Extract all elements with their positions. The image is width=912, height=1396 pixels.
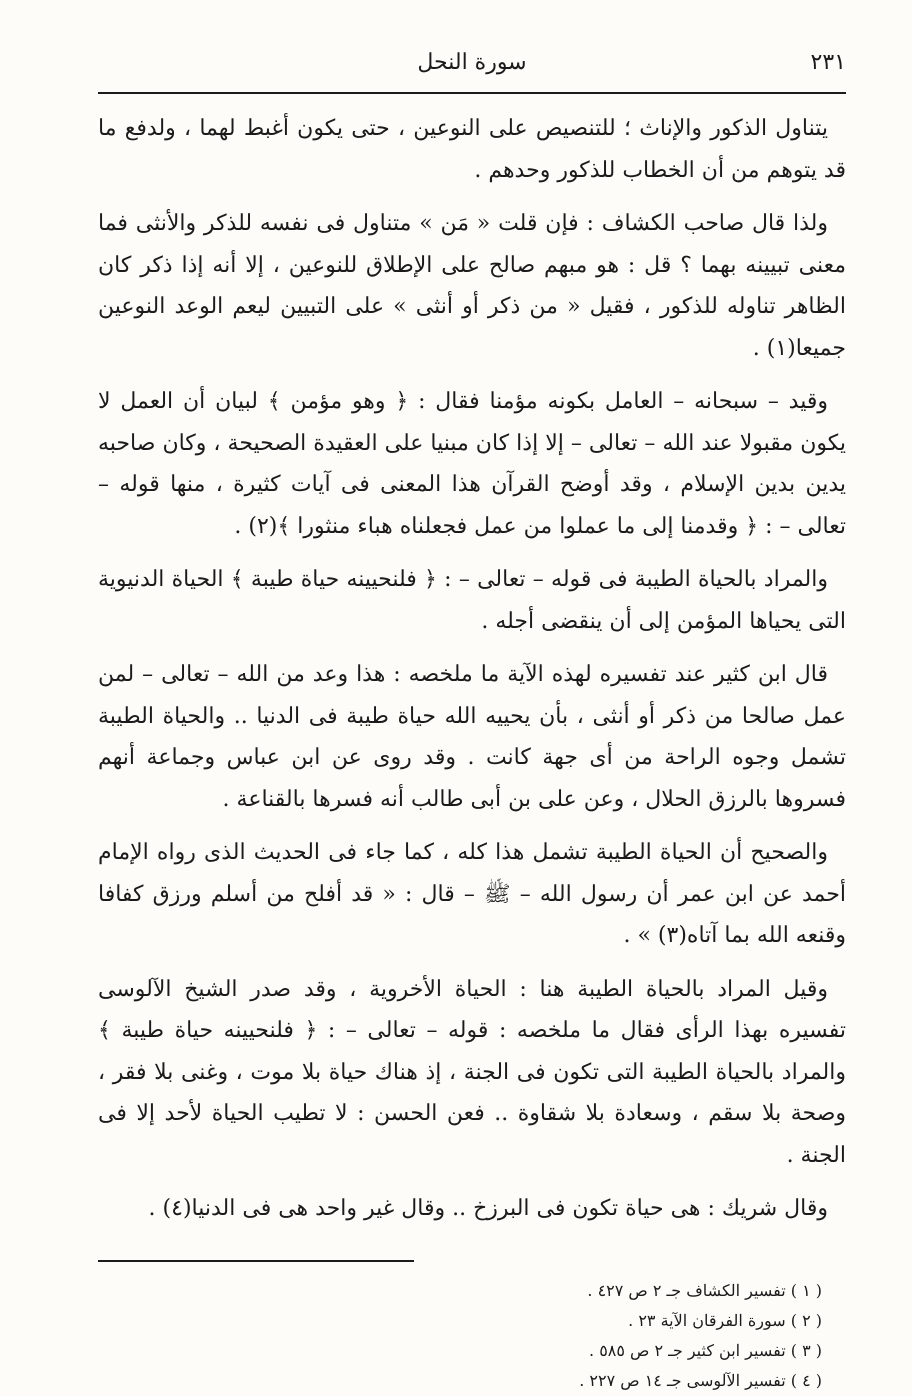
page-number: ٢٣١ xyxy=(810,50,846,75)
footnotes xyxy=(98,1276,822,1396)
paragraph: والمراد بالحياة الطيبة فى قوله – تعالى – : ﴿ فلنحيينه حياة طيبة ﴾ الحياة الدنيوية التى يحياها المؤمن إلى أن ينقضى أجله . xyxy=(98,567,846,634)
paragraph: والصحيح أن الحياة الطيبة تشمل هذا كله ، كما جاء فى الحديث الذى رواه الإمام أحمد عن ابن عمر أن رسول الله – ﷺ – قال : « قد أفلح من أسلم ورزق كفافا وقنعه الله بما آتاه(٣) » . xyxy=(98,840,846,948)
paragraph: وقيل المراد بالحياة الطيبة هنا : الحياة الأخروية ، وقد صدر الشيخ الآلوسى تفسيره بهذا الرأى فقال ما ملخصه : قوله – تعالى – : ﴿ فلنحيينه حياة طيبة ﴾ والمراد بالحياة الطيبة التى تكون فى الجنة ، إذ هناك حياة بلا موت ، وغنى بلا فقر ، وصحة بلا سقم ، وسعادة بلا شقاوة .. فعن الحسن : لا تطيب الحياة لأحد إلا فى الجنة . xyxy=(98,976,846,1168)
footnote-item: ( ٣ ) تفسير ابن كثير جـ ٢ ص ٥٨٥ . xyxy=(589,1340,822,1360)
paragraph: ولذا قال صاحب الكشاف : فإن قلت « مَن » متناول فى نفسه للذكر والأنثى فما معنى تبيينه بهما ؟ قل : هو مبهم صالح على الإطلاق للنوعين ، إلا أنه إذا ذكر كان الظاهر تناوله للذكور ، فقيل « من ذكر أو أنثى » على التبيين ليعم الوعد النوعين جميعا(١) . xyxy=(98,211,846,361)
page-header xyxy=(98,44,846,86)
footnote-item: ( ٤ ) تفسير الآلوسى جـ ١٤ ص ٢٢٧ . xyxy=(579,1370,822,1390)
paragraph: يتناول الذكور والإناث ؛ للتنصيص على النوعين ، حتى يكون أغبط لهما ، ولدفع ما قد يتوهم من أن الخطاب للذكور وحدهم . xyxy=(98,116,846,183)
footnote-item: ( ٢ ) سورة الفرقان الآية ٢٣ . xyxy=(628,1310,822,1330)
paragraph: قال ابن كثير عند تفسيره لهذه الآية ما ملخصه : هذا وعد من الله – تعالى – لمن عمل صالحا من ذكر أو أنثى ، بأن يحييه الله حياة طيبة فى الدنيا .. والحياة الطيبة تشمل وجوه الراحة من أى جهة كانت . وقد روى عن ابن عباس وجماعة أنهم فسروها بالرزق الحلال ، وعن على بن أبى طالب أنه فسرها بالقناعة . xyxy=(98,662,846,812)
footnote-rule xyxy=(98,1260,414,1262)
page xyxy=(98,44,846,1396)
paragraph: وقيد – سبحانه – العامل بكونه مؤمنا فقال : ﴿ وهو مؤمن ﴾ لبيان أن العمل لا يكون مقبولا عند الله – تعالى – إلا إذا كان مبنيا على العقيدة الصحيحة ، وكان صاحبه يدين بدين الإسلام ، وقد أوضح القرآن هذا المعنى فى آيات كثيرة ، منها قوله – تعالى – : ﴿ وقدمنا إلى ما عملوا من عمل فجعلناه هباء منثورا ﴾(٢) . xyxy=(98,389,846,539)
paragraph: وقال شريك : هى حياة تكون فى البرزخ .. وقال غير واحد هى فى الدنيا(٤) . xyxy=(148,1196,828,1221)
main-text xyxy=(98,108,846,1230)
surah-title: سورة النحل xyxy=(417,50,527,75)
header-rule xyxy=(98,92,846,94)
footnote-item: ( ١ ) تفسير الكشاف جـ ٢ ص ٤٢٧ . xyxy=(587,1280,822,1300)
